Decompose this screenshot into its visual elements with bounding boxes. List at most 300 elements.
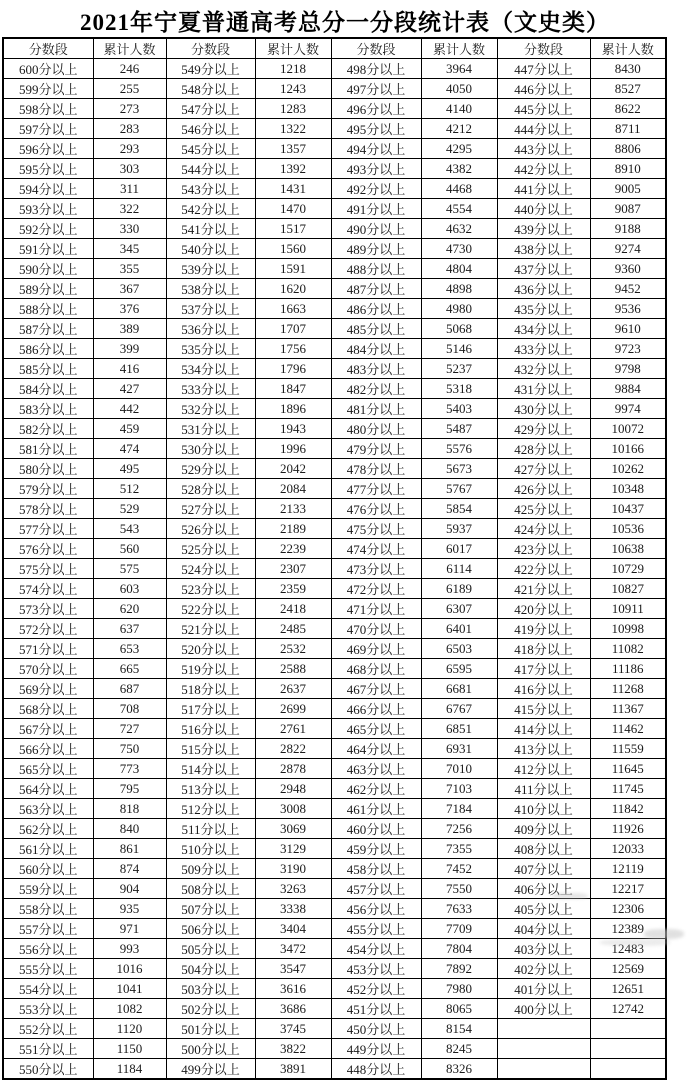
score-segment-cell: 407分以上 [497,859,590,879]
score-segment-cell: 595分以上 [3,159,93,179]
cumulative-count-cell: 330 [93,219,166,239]
score-segment-cell: 516分以上 [166,719,255,739]
score-segment-cell: 441分以上 [497,179,590,199]
cumulative-count-cell: 322 [93,199,166,219]
cumulative-count-cell: 1184 [93,1059,166,1080]
score-segment-cell: 413分以上 [497,739,590,759]
cumulative-count-cell: 9723 [590,339,666,359]
score-segment-cell: 411分以上 [497,779,590,799]
score-segment-cell: 435分以上 [497,299,590,319]
cumulative-count-cell: 818 [93,799,166,819]
score-segment-cell: 465分以上 [331,719,421,739]
cumulative-count-cell: 1120 [93,1019,166,1039]
cumulative-count-cell: 2307 [255,559,331,579]
score-segment-cell: 553分以上 [3,999,93,1019]
score-segment-cell: 463分以上 [331,759,421,779]
cumulative-count-cell: 2588 [255,659,331,679]
score-segment-cell: 468分以上 [331,659,421,679]
score-segment-cell: 567分以上 [3,719,93,739]
cumulative-count-cell: 874 [93,859,166,879]
score-segment-cell: 549分以上 [166,59,255,79]
score-segment-cell: 532分以上 [166,399,255,419]
cumulative-count-cell: 11082 [590,639,666,659]
cumulative-count-cell: 416 [93,359,166,379]
cumulative-count-cell: 10072 [590,419,666,439]
cumulative-count-cell: 5146 [421,339,497,359]
table-row [3,479,666,499]
score-segment-cell: 454分以上 [331,939,421,959]
cumulative-count-cell: 10348 [590,479,666,499]
cumulative-count-cell: 10166 [590,439,666,459]
cumulative-count-cell: 1283 [255,99,331,119]
table-row [3,159,666,179]
score-segment-cell: 449分以上 [331,1039,421,1059]
score-segment-cell: 467分以上 [331,679,421,699]
score-segment-cell: 600分以上 [3,59,93,79]
cumulative-count-cell: 2418 [255,599,331,619]
cumulative-count-cell: 3616 [255,979,331,999]
cumulative-count-cell: 935 [93,899,166,919]
cumulative-count-cell: 8245 [421,1039,497,1059]
cumulative-count-cell: 727 [93,719,166,739]
cumulative-count-cell: 9274 [590,239,666,259]
table-row [3,379,666,399]
score-segment-cell: 408分以上 [497,839,590,859]
score-segment-cell: 599分以上 [3,79,93,99]
score-segment-cell: 578分以上 [3,499,93,519]
column-header: 分数段 [166,38,255,59]
score-segment-cell: 598分以上 [3,99,93,119]
cumulative-count-cell: 773 [93,759,166,779]
cumulative-count-cell: 8065 [421,999,497,1019]
cumulative-count-cell: 7804 [421,939,497,959]
table-row [3,939,666,959]
cumulative-count-cell: 4898 [421,279,497,299]
cumulative-count-cell: 283 [93,119,166,139]
cumulative-count-cell: 10729 [590,559,666,579]
cumulative-count-cell: 7256 [421,819,497,839]
cumulative-count-cell: 6503 [421,639,497,659]
cumulative-count-cell: 9536 [590,299,666,319]
cumulative-count-cell: 3129 [255,839,331,859]
cumulative-count-cell: 9610 [590,319,666,339]
cumulative-count-cell: 367 [93,279,166,299]
score-segment-cell: 460分以上 [331,819,421,839]
cumulative-count-cell: 6401 [421,619,497,639]
table-row [3,979,666,999]
column-header: 分数段 [497,38,590,59]
cumulative-count-cell: 389 [93,319,166,339]
score-segment-cell: 453分以上 [331,959,421,979]
score-segment-cell: 464分以上 [331,739,421,759]
cumulative-count-cell: 246 [93,59,166,79]
cumulative-count-cell: 12306 [590,899,666,919]
score-segment-cell: 405分以上 [497,899,590,919]
score-segment-cell: 433分以上 [497,339,590,359]
score-segment-cell: 406分以上 [497,879,590,899]
score-segment-cell: 445分以上 [497,99,590,119]
cumulative-count-cell: 11745 [590,779,666,799]
score-segment-cell: 493分以上 [331,159,421,179]
cumulative-count-cell: 11559 [590,739,666,759]
table-row [3,779,666,799]
table-row [3,459,666,479]
score-segment-cell: 480分以上 [331,419,421,439]
score-segment-cell: 412分以上 [497,759,590,779]
cumulative-count-cell: 1392 [255,159,331,179]
score-segment-cell: 498分以上 [331,59,421,79]
table-row [3,319,666,339]
score-distribution-table [2,37,667,1080]
score-segment-cell: 508分以上 [166,879,255,899]
score-segment-cell: 476分以上 [331,499,421,519]
cumulative-count-cell: 5068 [421,319,497,339]
table-row [3,879,666,899]
table-row [3,859,666,879]
cumulative-count-cell: 4554 [421,199,497,219]
score-segment-cell: 472分以上 [331,579,421,599]
cumulative-count-cell: 9884 [590,379,666,399]
score-segment-cell: 588分以上 [3,299,93,319]
column-header: 累计人数 [255,38,331,59]
score-segment-cell: 444分以上 [497,119,590,139]
cumulative-count-cell: 9452 [590,279,666,299]
score-segment-cell: 440分以上 [497,199,590,219]
cumulative-count-cell [590,1019,666,1039]
cumulative-count-cell: 861 [93,839,166,859]
cumulative-count-cell: 2485 [255,619,331,639]
table-row [3,539,666,559]
cumulative-count-cell: 5673 [421,459,497,479]
cumulative-count-cell: 9798 [590,359,666,379]
score-segment-cell: 425分以上 [497,499,590,519]
table-row [3,399,666,419]
table-row [3,699,666,719]
score-segment-cell: 531分以上 [166,419,255,439]
score-segment-cell: 561分以上 [3,839,93,859]
cumulative-count-cell: 1517 [255,219,331,239]
table-row [3,199,666,219]
table-body [3,59,666,1080]
score-segment-cell: 563分以上 [3,799,93,819]
table-row [3,1059,666,1080]
cumulative-count-cell: 11462 [590,719,666,739]
cumulative-count-cell: 708 [93,699,166,719]
cumulative-count-cell: 8430 [590,59,666,79]
table-row [3,419,666,439]
score-segment-cell: 426分以上 [497,479,590,499]
score-segment-cell: 488分以上 [331,259,421,279]
score-segment-cell: 507分以上 [166,899,255,919]
score-segment-cell: 580分以上 [3,459,93,479]
cumulative-count-cell: 3338 [255,899,331,919]
table-row [3,1019,666,1039]
score-segment-cell: 535分以上 [166,339,255,359]
cumulative-count-cell [590,1039,666,1059]
score-segment-cell: 421分以上 [497,579,590,599]
cumulative-count-cell [590,1059,666,1080]
cumulative-count-cell: 12483 [590,939,666,959]
cumulative-count-cell: 7633 [421,899,497,919]
table-row [3,799,666,819]
cumulative-count-cell: 6017 [421,539,497,559]
cumulative-count-cell: 2189 [255,519,331,539]
score-segment-cell: 526分以上 [166,519,255,539]
score-segment-cell: 471分以上 [331,599,421,619]
score-segment-cell: 519分以上 [166,659,255,679]
score-segment-cell: 548分以上 [166,79,255,99]
score-segment-cell: 575分以上 [3,559,93,579]
cumulative-count-cell: 6931 [421,739,497,759]
table-row [3,579,666,599]
score-segment-cell: 587分以上 [3,319,93,339]
table-row [3,719,666,739]
score-segment-cell: 542分以上 [166,199,255,219]
score-segment-cell: 560分以上 [3,859,93,879]
score-segment-cell: 451分以上 [331,999,421,1019]
cumulative-count-cell: 12389 [590,919,666,939]
score-segment-cell: 540分以上 [166,239,255,259]
table-row [3,339,666,359]
score-segment-cell: 483分以上 [331,359,421,379]
cumulative-count-cell: 1620 [255,279,331,299]
score-segment-cell: 436分以上 [497,279,590,299]
cumulative-count-cell: 2042 [255,459,331,479]
cumulative-count-cell: 5237 [421,359,497,379]
table-row [3,119,666,139]
cumulative-count-cell: 904 [93,879,166,899]
score-segment-cell: 484分以上 [331,339,421,359]
cumulative-count-cell: 10536 [590,519,666,539]
score-segment-cell: 502分以上 [166,999,255,1019]
table-row [3,839,666,859]
score-segment-cell: 592分以上 [3,219,93,239]
score-segment-cell: 409分以上 [497,819,590,839]
cumulative-count-cell: 399 [93,339,166,359]
table-row [3,439,666,459]
cumulative-count-cell: 5487 [421,419,497,439]
cumulative-count-cell: 7103 [421,779,497,799]
cumulative-count-cell: 10638 [590,539,666,559]
cumulative-count-cell: 1218 [255,59,331,79]
score-segment-cell: 466分以上 [331,699,421,719]
cumulative-count-cell: 8527 [590,79,666,99]
table-row [3,679,666,699]
cumulative-count-cell: 653 [93,639,166,659]
score-segment-cell: 422分以上 [497,559,590,579]
cumulative-count-cell: 4730 [421,239,497,259]
score-segment-cell: 470分以上 [331,619,421,639]
cumulative-count-cell: 1016 [93,959,166,979]
cumulative-count-cell: 575 [93,559,166,579]
score-segment-cell: 417分以上 [497,659,590,679]
score-segment-cell: 401分以上 [497,979,590,999]
score-segment-cell: 457分以上 [331,879,421,899]
score-segment-cell: 487分以上 [331,279,421,299]
cumulative-count-cell: 9188 [590,219,666,239]
score-segment-cell: 557分以上 [3,919,93,939]
cumulative-count-cell: 9360 [590,259,666,279]
score-segment-cell: 403分以上 [497,939,590,959]
score-segment-cell: 432分以上 [497,359,590,379]
score-segment-cell: 461分以上 [331,799,421,819]
score-segment-cell: 497分以上 [331,79,421,99]
cumulative-count-cell: 5576 [421,439,497,459]
cumulative-count-cell: 1041 [93,979,166,999]
score-segment-cell: 584分以上 [3,379,93,399]
cumulative-count-cell: 1150 [93,1039,166,1059]
cumulative-count-cell: 1943 [255,419,331,439]
cumulative-count-cell: 1322 [255,119,331,139]
score-segment-cell: 442分以上 [497,159,590,179]
score-segment-cell: 499分以上 [166,1059,255,1080]
score-segment-cell: 534分以上 [166,359,255,379]
score-segment-cell: 429分以上 [497,419,590,439]
cumulative-count-cell: 2822 [255,739,331,759]
cumulative-count-cell: 12742 [590,999,666,1019]
score-segment-cell: 554分以上 [3,979,93,999]
score-segment-cell: 423分以上 [497,539,590,559]
score-segment-cell: 545分以上 [166,139,255,159]
cumulative-count-cell: 2761 [255,719,331,739]
cumulative-count-cell: 11926 [590,819,666,839]
cumulative-count-cell: 3745 [255,1019,331,1039]
cumulative-count-cell: 3547 [255,959,331,979]
score-segment-cell: 530分以上 [166,439,255,459]
cumulative-count-cell: 4295 [421,139,497,159]
cumulative-count-cell: 355 [93,259,166,279]
cumulative-count-cell: 993 [93,939,166,959]
score-segment-cell: 594分以上 [3,179,93,199]
score-segment-cell: 597分以上 [3,119,93,139]
cumulative-count-cell: 376 [93,299,166,319]
score-segment-cell: 485分以上 [331,319,421,339]
cumulative-count-cell: 7452 [421,859,497,879]
score-segment-cell: 541分以上 [166,219,255,239]
table-row [3,259,666,279]
cumulative-count-cell: 303 [93,159,166,179]
score-segment-cell: 503分以上 [166,979,255,999]
score-segment-cell: 501分以上 [166,1019,255,1039]
score-segment-cell: 552分以上 [3,1019,93,1039]
score-segment-cell: 528分以上 [166,479,255,499]
score-segment-cell: 489分以上 [331,239,421,259]
cumulative-count-cell: 10911 [590,599,666,619]
score-segment-cell: 539分以上 [166,259,255,279]
cumulative-count-cell: 12119 [590,859,666,879]
table-row [3,659,666,679]
score-segment-cell: 404分以上 [497,919,590,939]
column-header: 累计人数 [421,38,497,59]
score-segment-cell: 589分以上 [3,279,93,299]
score-segment-cell: 479分以上 [331,439,421,459]
cumulative-count-cell: 2532 [255,639,331,659]
score-segment-cell: 529分以上 [166,459,255,479]
page-title: 2021年宁夏普通高考总分一分段统计表（文史类） [80,10,610,35]
cumulative-count-cell: 4382 [421,159,497,179]
score-segment-cell: 418分以上 [497,639,590,659]
cumulative-count-cell: 2084 [255,479,331,499]
score-segment-cell: 504分以上 [166,959,255,979]
cumulative-count-cell: 3472 [255,939,331,959]
cumulative-count-cell: 12569 [590,959,666,979]
score-segment-cell: 582分以上 [3,419,93,439]
table-row [3,139,666,159]
score-segment-cell: 416分以上 [497,679,590,699]
score-segment-cell: 477分以上 [331,479,421,499]
cumulative-count-cell: 5403 [421,399,497,419]
cumulative-count-cell: 1560 [255,239,331,259]
cumulative-count-cell: 442 [93,399,166,419]
score-segment-cell: 486分以上 [331,299,421,319]
cumulative-count-cell: 1847 [255,379,331,399]
table-row [3,599,666,619]
score-segment-cell [497,1059,590,1080]
cumulative-count-cell: 11842 [590,799,666,819]
score-segment-cell: 473分以上 [331,559,421,579]
score-segment-cell: 536分以上 [166,319,255,339]
score-segment-cell: 446分以上 [497,79,590,99]
score-segment-cell: 515分以上 [166,739,255,759]
cumulative-count-cell: 665 [93,659,166,679]
score-segment-cell: 447分以上 [497,59,590,79]
cumulative-count-cell: 1756 [255,339,331,359]
column-header: 分数段 [3,38,93,59]
score-segment-cell: 459分以上 [331,839,421,859]
score-segment-cell: 437分以上 [497,259,590,279]
cumulative-count-cell: 3822 [255,1039,331,1059]
score-segment-cell: 419分以上 [497,619,590,639]
cumulative-count-cell: 293 [93,139,166,159]
score-segment-cell: 491分以上 [331,199,421,219]
table-row [3,239,666,259]
score-segment-cell: 568分以上 [3,699,93,719]
cumulative-count-cell: 8622 [590,99,666,119]
score-segment-cell: 415分以上 [497,699,590,719]
score-segment-cell: 517分以上 [166,699,255,719]
score-segment-cell: 521分以上 [166,619,255,639]
header-row [3,38,666,59]
cumulative-count-cell: 2948 [255,779,331,799]
column-header: 累计人数 [590,38,666,59]
cumulative-count-cell: 10262 [590,459,666,479]
score-segment-cell: 481分以上 [331,399,421,419]
score-segment-cell: 581分以上 [3,439,93,459]
score-segment-cell: 428分以上 [497,439,590,459]
cumulative-count-cell: 2878 [255,759,331,779]
score-segment-cell: 431分以上 [497,379,590,399]
score-segment-cell: 513分以上 [166,779,255,799]
cumulative-count-cell: 1996 [255,439,331,459]
cumulative-count-cell: 6189 [421,579,497,599]
table-row [3,1039,666,1059]
cumulative-count-cell: 3964 [421,59,497,79]
cumulative-count-cell: 3190 [255,859,331,879]
cumulative-count-cell: 6851 [421,719,497,739]
cumulative-count-cell: 11367 [590,699,666,719]
cumulative-count-cell: 7355 [421,839,497,859]
cumulative-count-cell: 1796 [255,359,331,379]
table-row [3,359,666,379]
table-row [3,279,666,299]
score-segment-cell: 505分以上 [166,939,255,959]
cumulative-count-cell: 255 [93,79,166,99]
cumulative-count-cell: 3404 [255,919,331,939]
score-segment-cell: 525分以上 [166,539,255,559]
cumulative-count-cell: 4468 [421,179,497,199]
table-row [3,759,666,779]
score-segment-cell: 474分以上 [331,539,421,559]
